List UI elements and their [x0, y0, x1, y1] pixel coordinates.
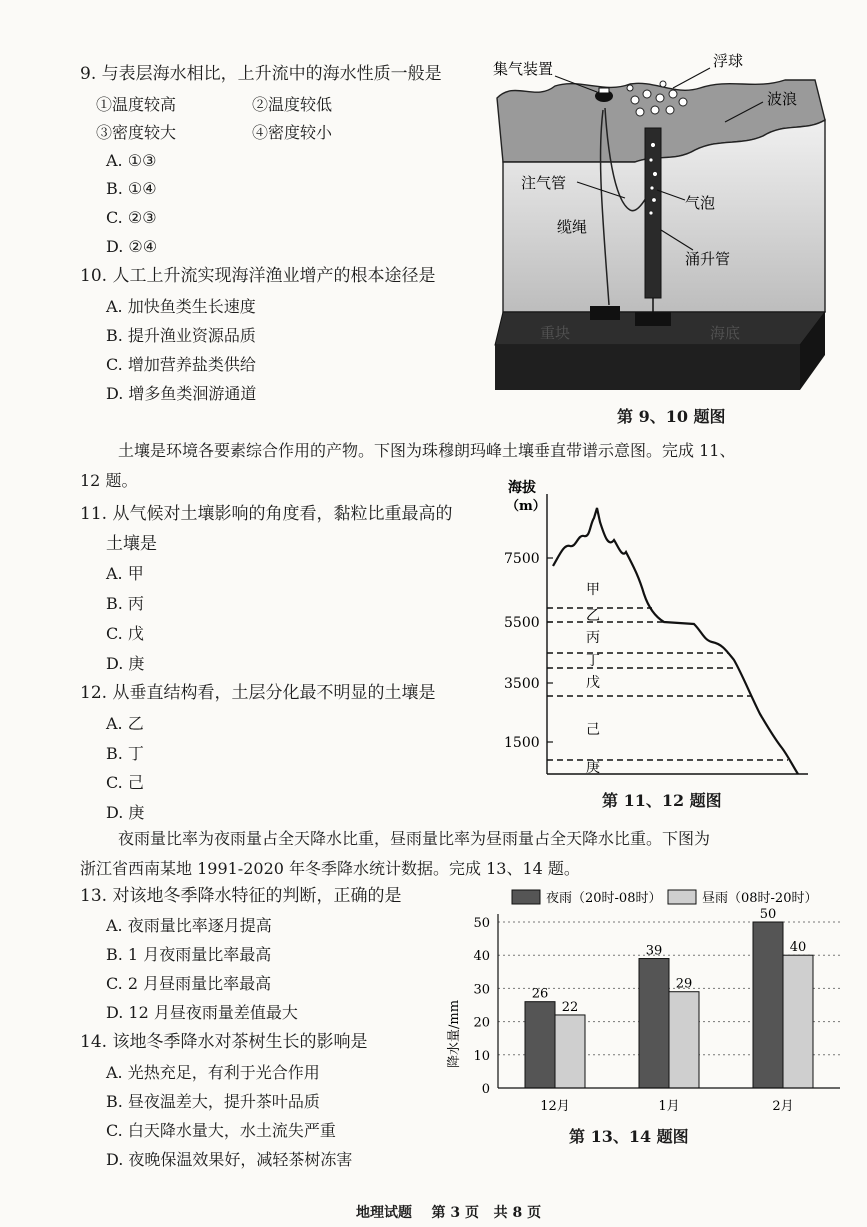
- tick-7500: 7500: [504, 551, 540, 567]
- zone-jia: 甲: [586, 582, 600, 598]
- intro3-line1: 夜雨量比率为夜雨量占全天降水比重，昼雨量比率为昼雨量占全天降水比重。下图为: [118, 829, 711, 848]
- q12-option-c: C. 己: [106, 773, 144, 792]
- label-float: 浮球: [713, 52, 744, 70]
- category-label: 12月: [540, 1099, 570, 1114]
- q9-item-3: ③密度较大: [96, 123, 177, 142]
- q11-stem-2: 土壤是: [106, 534, 157, 554]
- intro3-line2: 浙江省西南某地 1991-2020 年冬季降水统计数据。完成 13、14 题。: [80, 859, 580, 878]
- y-axis-title: 降水量/mm: [447, 999, 462, 1069]
- label-upwell-pipe: 涌升管: [685, 250, 731, 268]
- y-tick-label: 30: [473, 982, 490, 998]
- precipitation-bar-chart: [430, 884, 850, 1118]
- footer-subject: 地理试题: [356, 1205, 412, 1221]
- q13-option-d: D. 12 月昼夜雨量差值最大: [106, 1003, 298, 1022]
- zone-geng: 庚: [586, 760, 600, 776]
- q9-stem: 9. 与表层海水相比，上升流中的海水性质一般是: [80, 64, 442, 84]
- q10-option-c: C. 增加营养盐类供给: [106, 355, 256, 374]
- y-tick-label: 20: [473, 1015, 490, 1031]
- y-title-1: 海拔: [508, 480, 536, 496]
- seabed-front: [495, 345, 800, 390]
- q12-option-b: B. 丁: [106, 744, 144, 763]
- q11-stem-1: 11. 从气候对土壤影响的角度看，黏粒比重最高的: [80, 504, 453, 524]
- q14-option-a: A. 光热充足，有利于光合作用: [106, 1063, 320, 1082]
- q14-stem: 14. 该地冬季降水对茶树生长的影响是: [80, 1032, 368, 1052]
- fig2-caption: 第 11、12 题图: [602, 791, 722, 810]
- bar: [639, 959, 669, 1088]
- zone-ji: 己: [586, 722, 600, 738]
- anchor-right: [635, 312, 671, 326]
- q9-option-c: C. ②③: [106, 208, 157, 227]
- q11-option-a: A. 甲: [106, 564, 144, 583]
- bar: [669, 992, 699, 1088]
- q11-option-d: D. 庚: [106, 654, 145, 673]
- q13-option-b: B. 1 月夜雨量比率最高: [106, 945, 272, 964]
- fig1-caption: 第 9、10 题图: [617, 407, 726, 426]
- zone-bing: 丙: [586, 630, 600, 646]
- legend-swatch-night: [512, 890, 540, 904]
- upwelling-diagram: [485, 50, 835, 430]
- bar-value-label: 22: [561, 999, 579, 1015]
- label-wave: 波浪: [767, 90, 798, 108]
- intro2-line1: 土壤是环境各要素综合作用的产物。下图为珠穆朗玛峰土壤垂直带谱示意图。完成 11、: [118, 441, 736, 460]
- bar: [753, 922, 783, 1088]
- q9-option-d: D. ②④: [106, 237, 158, 256]
- q9-option-b: B. ①④: [106, 179, 157, 198]
- q12-option-d: D. 庚: [106, 803, 145, 822]
- q14-option-c: C. 白天降水量大，水土流失严重: [106, 1121, 336, 1140]
- legend-label-night: 夜雨（20时-08时）: [546, 891, 662, 906]
- legend-swatch-day: [668, 890, 696, 904]
- q9-item-2: ②温度较低: [252, 95, 333, 114]
- q10-option-a: A. 加快鱼类生长速度: [106, 297, 256, 316]
- label-seabed: 海底: [710, 324, 741, 342]
- label-anchor: 重块: [540, 324, 571, 342]
- bar-value-label: 40: [789, 940, 807, 956]
- q13-stem: 13. 对该地冬季降水特征的判断，正确的是: [80, 886, 402, 906]
- soil-zone-diagram: [498, 474, 818, 786]
- y-tick-label: 40: [473, 949, 490, 965]
- bar: [555, 1015, 585, 1088]
- tick-5500: 5500: [504, 615, 540, 631]
- bar: [783, 955, 813, 1088]
- q9-item-4: ④密度较小: [252, 123, 333, 142]
- y-tick-label: 0: [481, 1082, 490, 1097]
- fig3-caption: 第 13、14 题图: [569, 1127, 689, 1146]
- category-label: 1月: [658, 1099, 680, 1114]
- page-footer: [356, 1202, 541, 1222]
- y-title-2: （m）: [506, 499, 546, 514]
- q13-option-c: C. 2 月昼雨量比率最高: [106, 974, 272, 993]
- q10-option-b: B. 提升渔业资源品质: [106, 326, 256, 345]
- q11-option-b: B. 丙: [106, 594, 144, 613]
- tick-1500: 1500: [504, 735, 540, 751]
- q12-stem: 12. 从垂直结构看，土层分化最不明显的土壤是: [80, 683, 436, 703]
- q10-option-d: D. 增多鱼类洄游通道: [106, 384, 257, 403]
- zone-ding: 丁: [586, 653, 600, 669]
- q11-option-c: C. 戊: [106, 624, 144, 643]
- tick-3500: 3500: [504, 676, 540, 692]
- footer-total: 共 8 页: [493, 1205, 542, 1221]
- bar-value-label: 50: [759, 907, 777, 922]
- bar-value-label: 29: [675, 976, 693, 992]
- y-tick-label: 10: [473, 1048, 490, 1064]
- anchor-left: [590, 306, 620, 320]
- bar-value-label: 39: [645, 943, 663, 959]
- zone-wu: 戊: [586, 675, 600, 691]
- q14-option-d: D. 夜晚保温效果好，减轻茶树冻害: [106, 1150, 353, 1169]
- footer-page: 第 3 页: [431, 1205, 479, 1221]
- legend-label-day: 昼雨（08时-20时）: [702, 891, 818, 906]
- intro2-line2: 12 题。: [80, 471, 138, 490]
- q9-item-1: ①温度较高: [96, 95, 177, 114]
- label-gas-pipe: 注气管: [521, 174, 567, 192]
- zone-yi: 乙: [586, 608, 600, 624]
- y-tick-label: 50: [473, 916, 490, 931]
- category-label: 2月: [772, 1099, 794, 1114]
- q14-option-b: B. 昼夜温差大，提升茶叶品质: [106, 1092, 320, 1111]
- bar-value-label: 26: [531, 986, 549, 1002]
- bar: [525, 1002, 555, 1088]
- label-bubble: 气泡: [685, 194, 716, 212]
- label-collector: 集气装置: [493, 60, 554, 78]
- q9-option-a: A. ①③: [106, 151, 157, 170]
- label-cable: 缆绳: [557, 218, 588, 236]
- q13-option-a: A. 夜雨量比率逐月提高: [106, 916, 272, 935]
- q12-option-a: A. 乙: [106, 714, 144, 733]
- q10-stem: 10. 人工上升流实现海洋渔业增产的根本途径是: [80, 266, 436, 286]
